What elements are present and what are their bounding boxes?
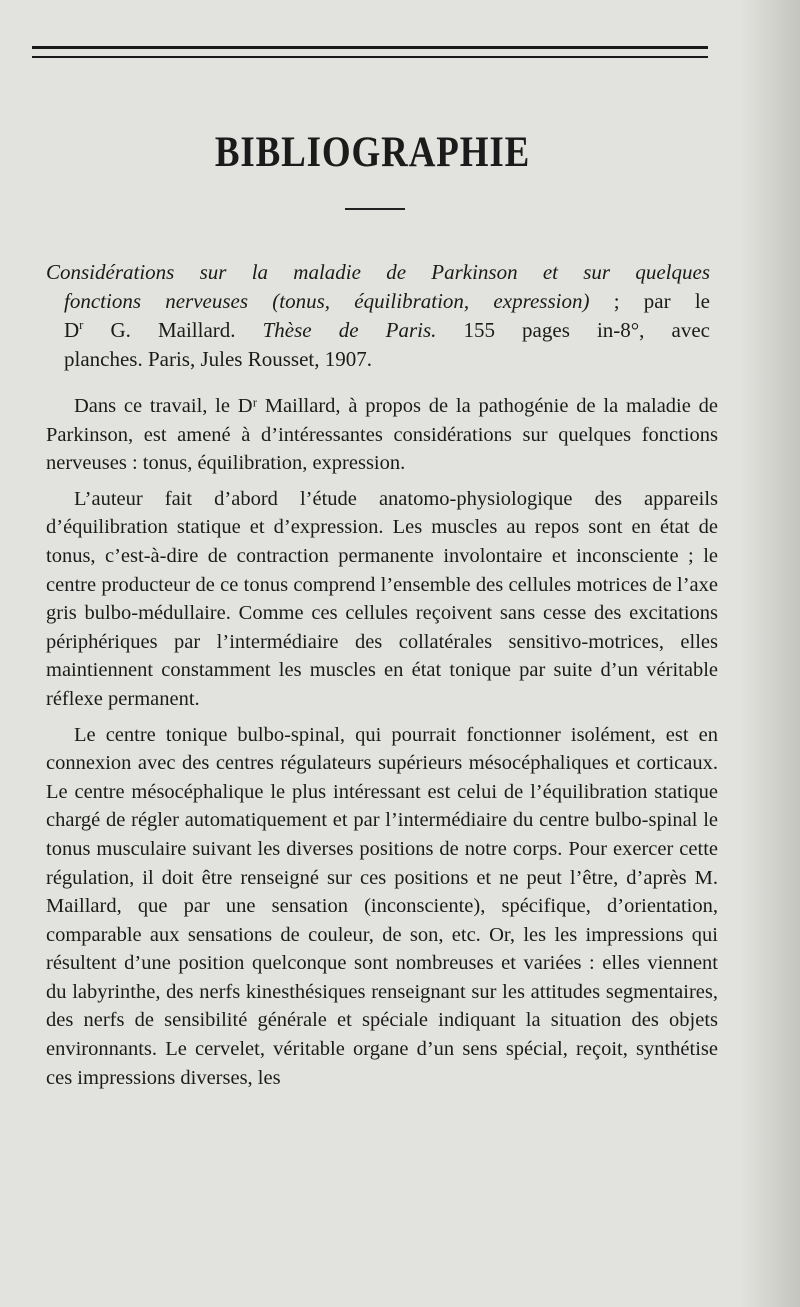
citation-author: G. Maillard.: [83, 318, 263, 342]
paragraph: Dans ce travail, le Dʳ Maillard, à propos de la pathogénie de la maladie de Parkinson, est amené à d’intéressantes considérations sur quelques fonctions nerveuses : tonus, équilibration, expression.: [46, 395, 718, 475]
citation-title-part2: fonctions nerveuses (tonus, équilibration, expression): [64, 289, 590, 313]
page-title: BIBLIOGRAPHIE: [214, 129, 531, 176]
paragraph: L’auteur fait d’abord l’étude anatomo-physiologique des appareils d’équilibration statique et d’expression. Les muscles au repos sont en état de tonus, c’est-à-dire de contraction permanente involontaire et inconsciente ; le centre producteur de ce tonus comprend l’ensemble des cellules motrices de l’axe gris bulbo-médullaire. Comme ces cellules reçoivent sans cesse des excitations périphériques par l’intermédiaire des collatérales sensitivo-motrices, elles maintiennent constamment les muscles en état tonique par suite d’un véritable réflexe permanent.: [46, 487, 718, 710]
review-body: [46, 392, 718, 1099]
citation-author-line: [46, 316, 710, 345]
citation-title-line2: [46, 287, 710, 316]
citation-after-title: ; par le: [589, 289, 710, 313]
author-prefix: D: [64, 318, 80, 342]
title-underline: [345, 208, 405, 210]
citation-title-part1: Considérations sur la maladie de Parkinson et sur quelques: [46, 260, 710, 284]
paragraph: Le centre tonique bulbo-spinal, qui pourrait fonctionner isolément, est en connexion avec des centres régulateurs supérieurs mésocéphaliques et corticaux. Le centre mésocéphalique le plus intéressant est celui de l’équilibration statique chargé de régler automatiquement et par l’intermédiaire du centre bulbo-spinal le tonus musculaire suivant les diverses positions de notre corps. Pour exercer cette régulation, il doit être renseigné sur ces positions et ne peut l’être, d’après M. Maillard, que par une sensation (inconsciente), spécifique, d’orientation, comparable aux sensations de couleur, de son, etc. Or, les les impressions qui résultent d’une position quelconque sont nombreuses et variées : elles viennent du labyrinthe, des nerfs kinesthésiques renseignant sur les attitudes segmentaires, des nerfs de sensibilité générale et spéciale indiquant la situation des objets environnants. Le cervelet, véritable organe d’un sens spécial, reçoit, synthétise ces impressions diverses, les: [46, 723, 718, 1089]
citation-publisher-line: [46, 345, 710, 374]
citation-pages: 155 pages in-8°, avec: [436, 318, 710, 342]
top-rule: [32, 46, 708, 49]
top-rule-thin: [32, 56, 708, 58]
citation-thesis: Thèse de Paris.: [262, 318, 437, 342]
author-sup: r: [79, 318, 84, 332]
bibliographic-citation: [46, 258, 710, 374]
citation-title-line1: [46, 258, 710, 287]
citation-publisher: planches. Paris, Jules Rousset, 1907.: [64, 347, 372, 371]
